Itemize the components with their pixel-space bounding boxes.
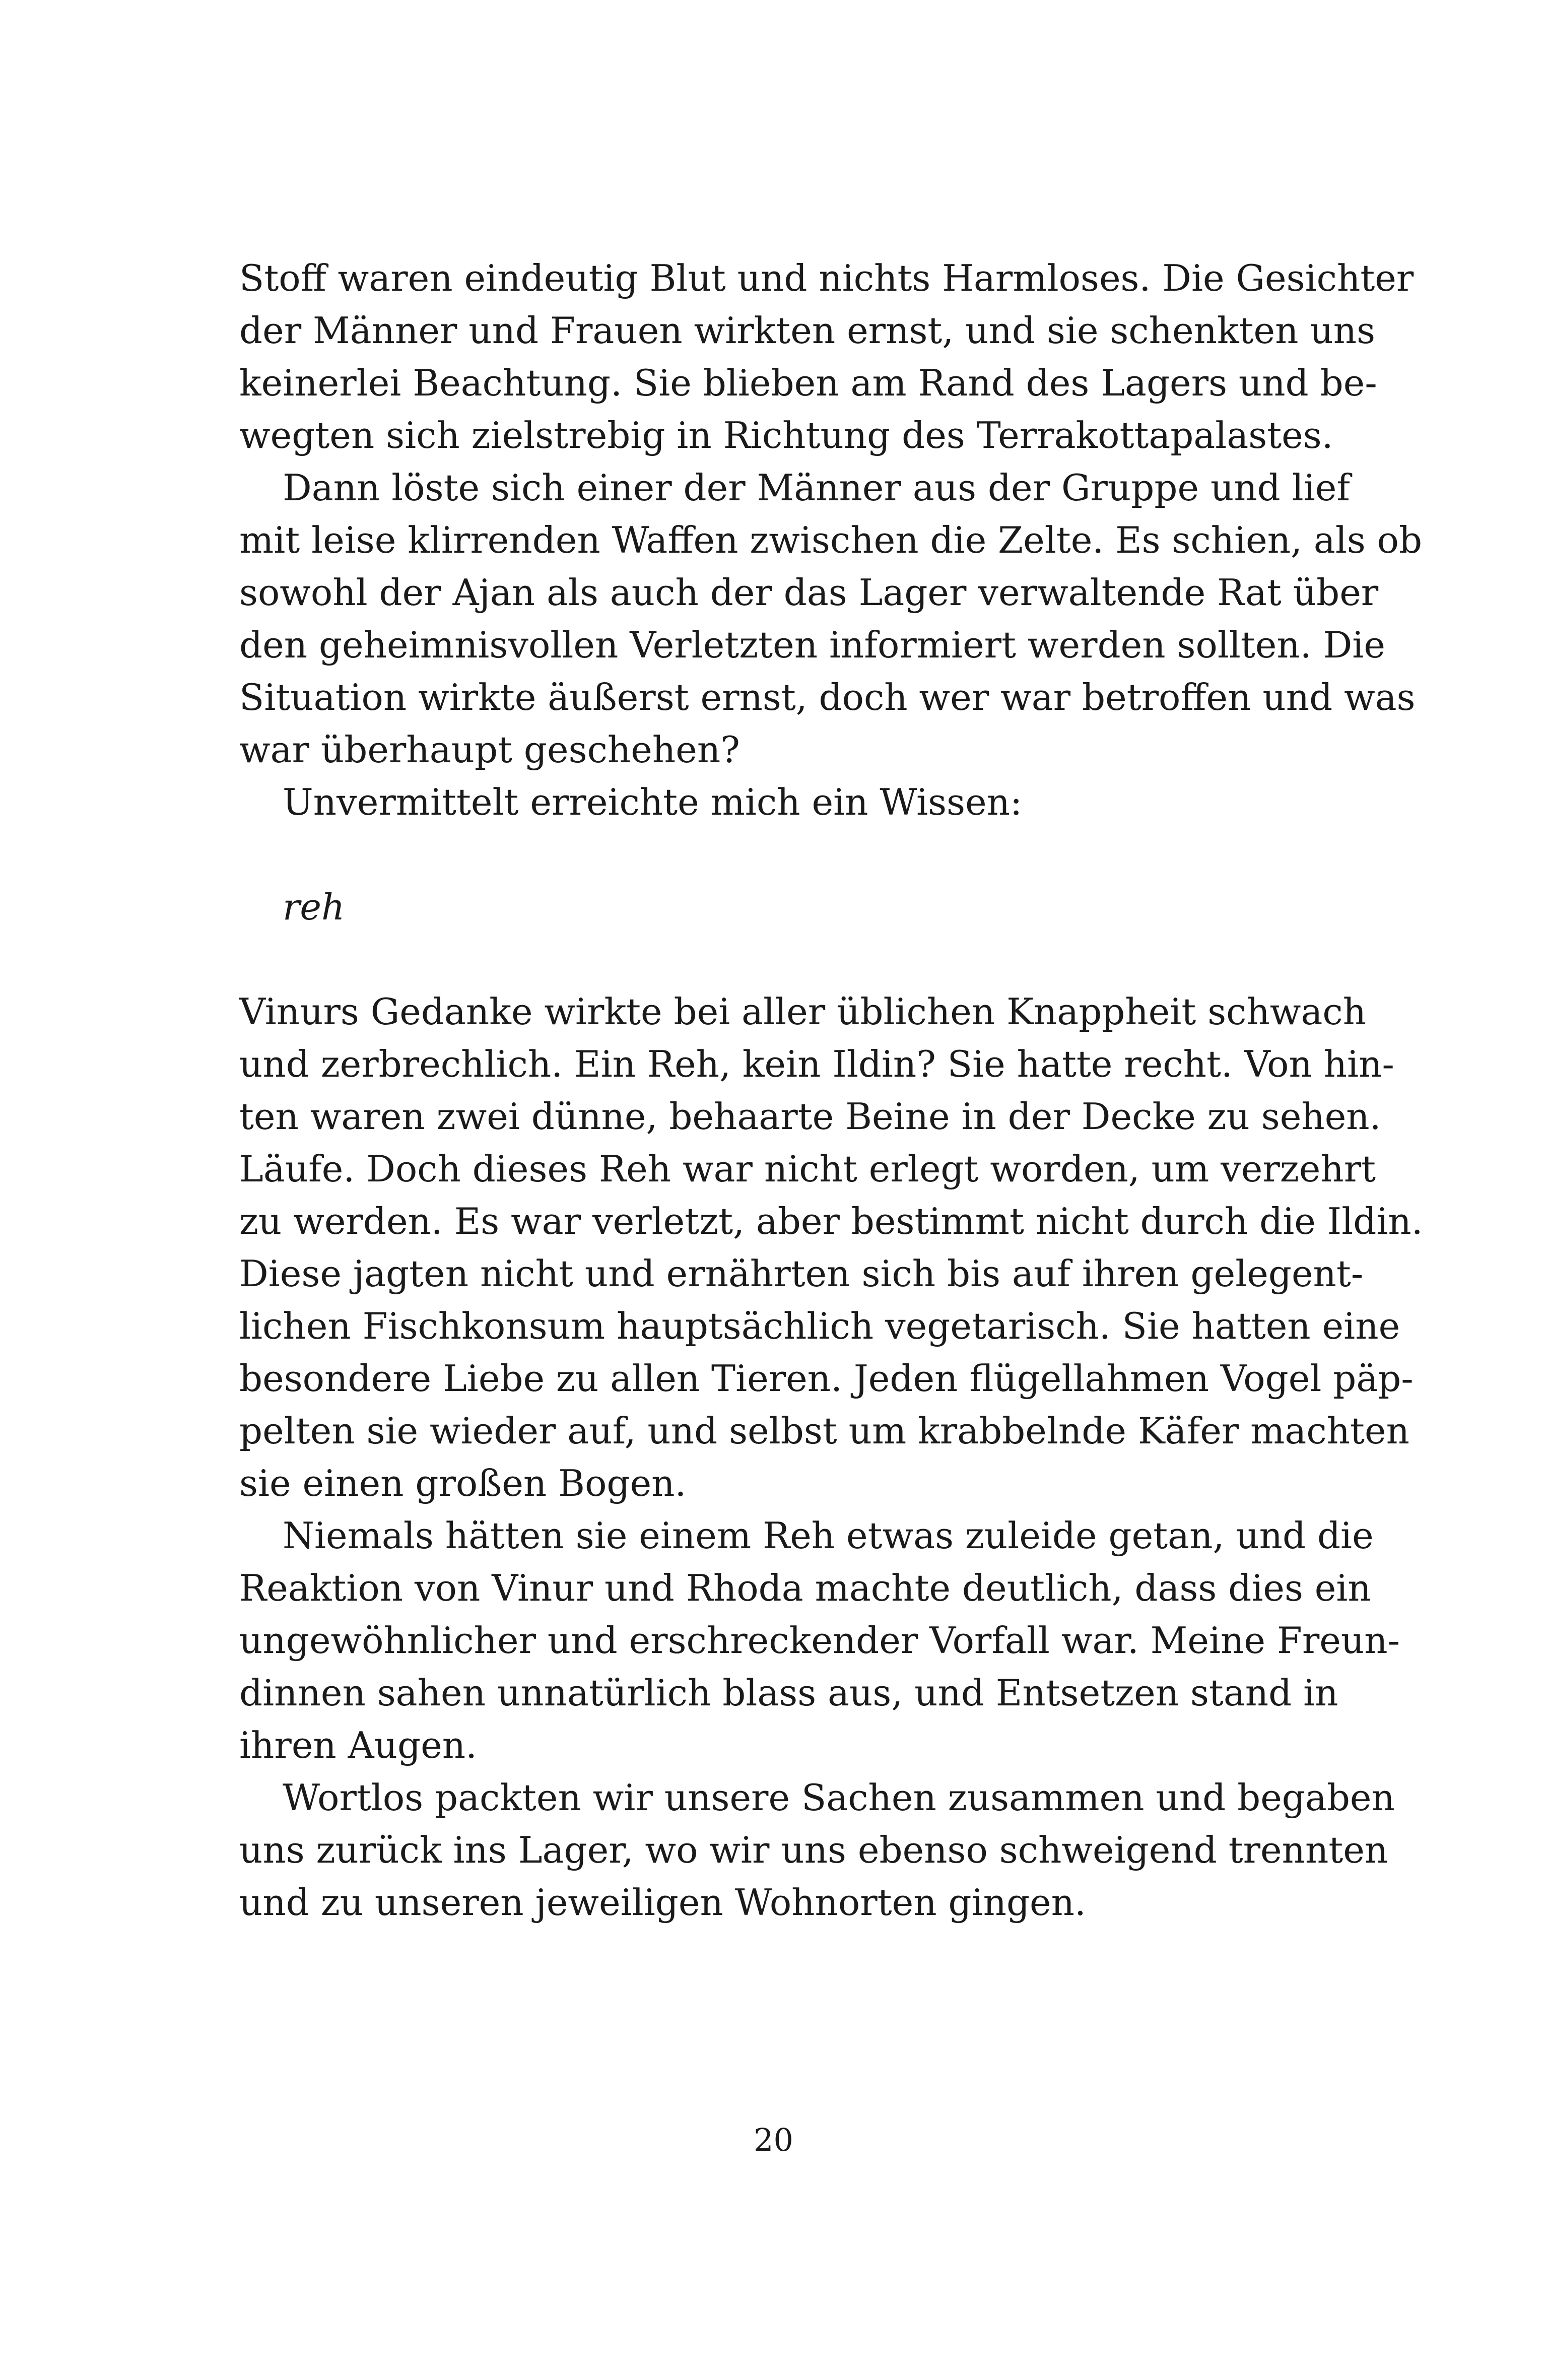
text-line: Reaktion von Vinur und Rhoda machte deutlich, dass dies ein bbox=[239, 1567, 1371, 1609]
paragraph bbox=[239, 1509, 1400, 1771]
text-line: Situation wirkte äußerst ernst, doch wer war betroffen und was bbox=[239, 676, 1416, 718]
text-line: Stoff waren eindeutig Blut und nichts Harmloses. Die Gesichter bbox=[239, 257, 1414, 299]
text-line: sie einen großen Bogen. bbox=[239, 1462, 687, 1504]
text-line: Niemals hätten sie einem Reh etwas zuleide getan, und die bbox=[283, 1514, 1374, 1557]
paragraph bbox=[239, 776, 1267, 828]
text-line: der Männer und Frauen wirkten ernst, und sie schenkten uns bbox=[239, 309, 1376, 352]
text-line: reh bbox=[283, 886, 345, 928]
text-line: Wortlos packten wir unsere Sachen zusammen und begaben bbox=[283, 1776, 1395, 1819]
text-line: besondere Liebe zu allen Tieren. Jeden flügellahmen Vogel päp- bbox=[239, 1357, 1414, 1400]
spacer bbox=[239, 933, 1267, 985]
text-line: wegten sich zielstrebig in Richtung des Terrakottapalastes. bbox=[239, 414, 1333, 456]
paragraph bbox=[239, 252, 1414, 461]
paragraph bbox=[239, 461, 1423, 776]
text-line: mit leise klirrenden Waffen zwischen die Zelte. Es schien, als ob bbox=[239, 519, 1423, 561]
page-number: 20 bbox=[754, 2122, 793, 2158]
text-line: Vinurs Gedanke wirkte bei aller üblichen Knappheit schwach bbox=[239, 990, 1367, 1033]
text-line: ten waren zwei dünne, behaarte Beine in der Decke zu sehen. bbox=[239, 1095, 1381, 1138]
text-line: Unvermittelt erreichte mich ein Wissen: bbox=[283, 781, 1023, 823]
paragraph bbox=[239, 1771, 1395, 1929]
page-body bbox=[239, 252, 1423, 1929]
text-line: und zerbrechlich. Ein Reh, kein Ildin? Sie hatte recht. Von hin- bbox=[239, 1043, 1394, 1085]
text-line: ungewöhnlicher und erschreckender Vorfall war. Meine Freun- bbox=[239, 1619, 1400, 1662]
text-line: uns zurück ins Lager, wo wir uns ebenso schweigend trennten bbox=[239, 1829, 1388, 1871]
italic-thought bbox=[239, 881, 1267, 933]
text-line: keinerlei Beachtung. Sie blieben am Rand des Lagers und be- bbox=[239, 362, 1377, 404]
text-line: und zu unseren jeweiligen Wohnorten gingen. bbox=[239, 1881, 1086, 1924]
spacer bbox=[239, 828, 1267, 881]
text-line: ihren Augen. bbox=[239, 1724, 478, 1766]
text-line: pelten sie wieder auf, und selbst um krabbelnde Käfer machten bbox=[239, 1410, 1409, 1452]
text-line: zu werden. Es war verletzt, aber bestimmt nicht durch die Ildin. bbox=[239, 1200, 1423, 1242]
text-line: Diese jagten nicht und ernährten sich bis auf ihren gelegent- bbox=[239, 1252, 1364, 1295]
text-line: sowohl der Ajan als auch der das Lager verwaltende Rat über bbox=[239, 571, 1379, 614]
text-line: den geheimnisvollen Verletzten informiert werden sollten. Die bbox=[239, 624, 1385, 666]
paragraph bbox=[239, 985, 1423, 1509]
text-line: dinnen sahen unnatürlich blass aus, und Entsetzen stand in bbox=[239, 1672, 1338, 1714]
text-line: lichen Fischkonsum hauptsächlich vegetarisch. Sie hatten eine bbox=[239, 1305, 1400, 1347]
text-line: Läufe. Doch dieses Reh war nicht erlegt worden, um verzehrt bbox=[239, 1148, 1376, 1190]
text-line: war überhaupt geschehen? bbox=[239, 729, 740, 771]
text-line: Dann löste sich einer der Männer aus der Gruppe und lief bbox=[283, 467, 1350, 509]
